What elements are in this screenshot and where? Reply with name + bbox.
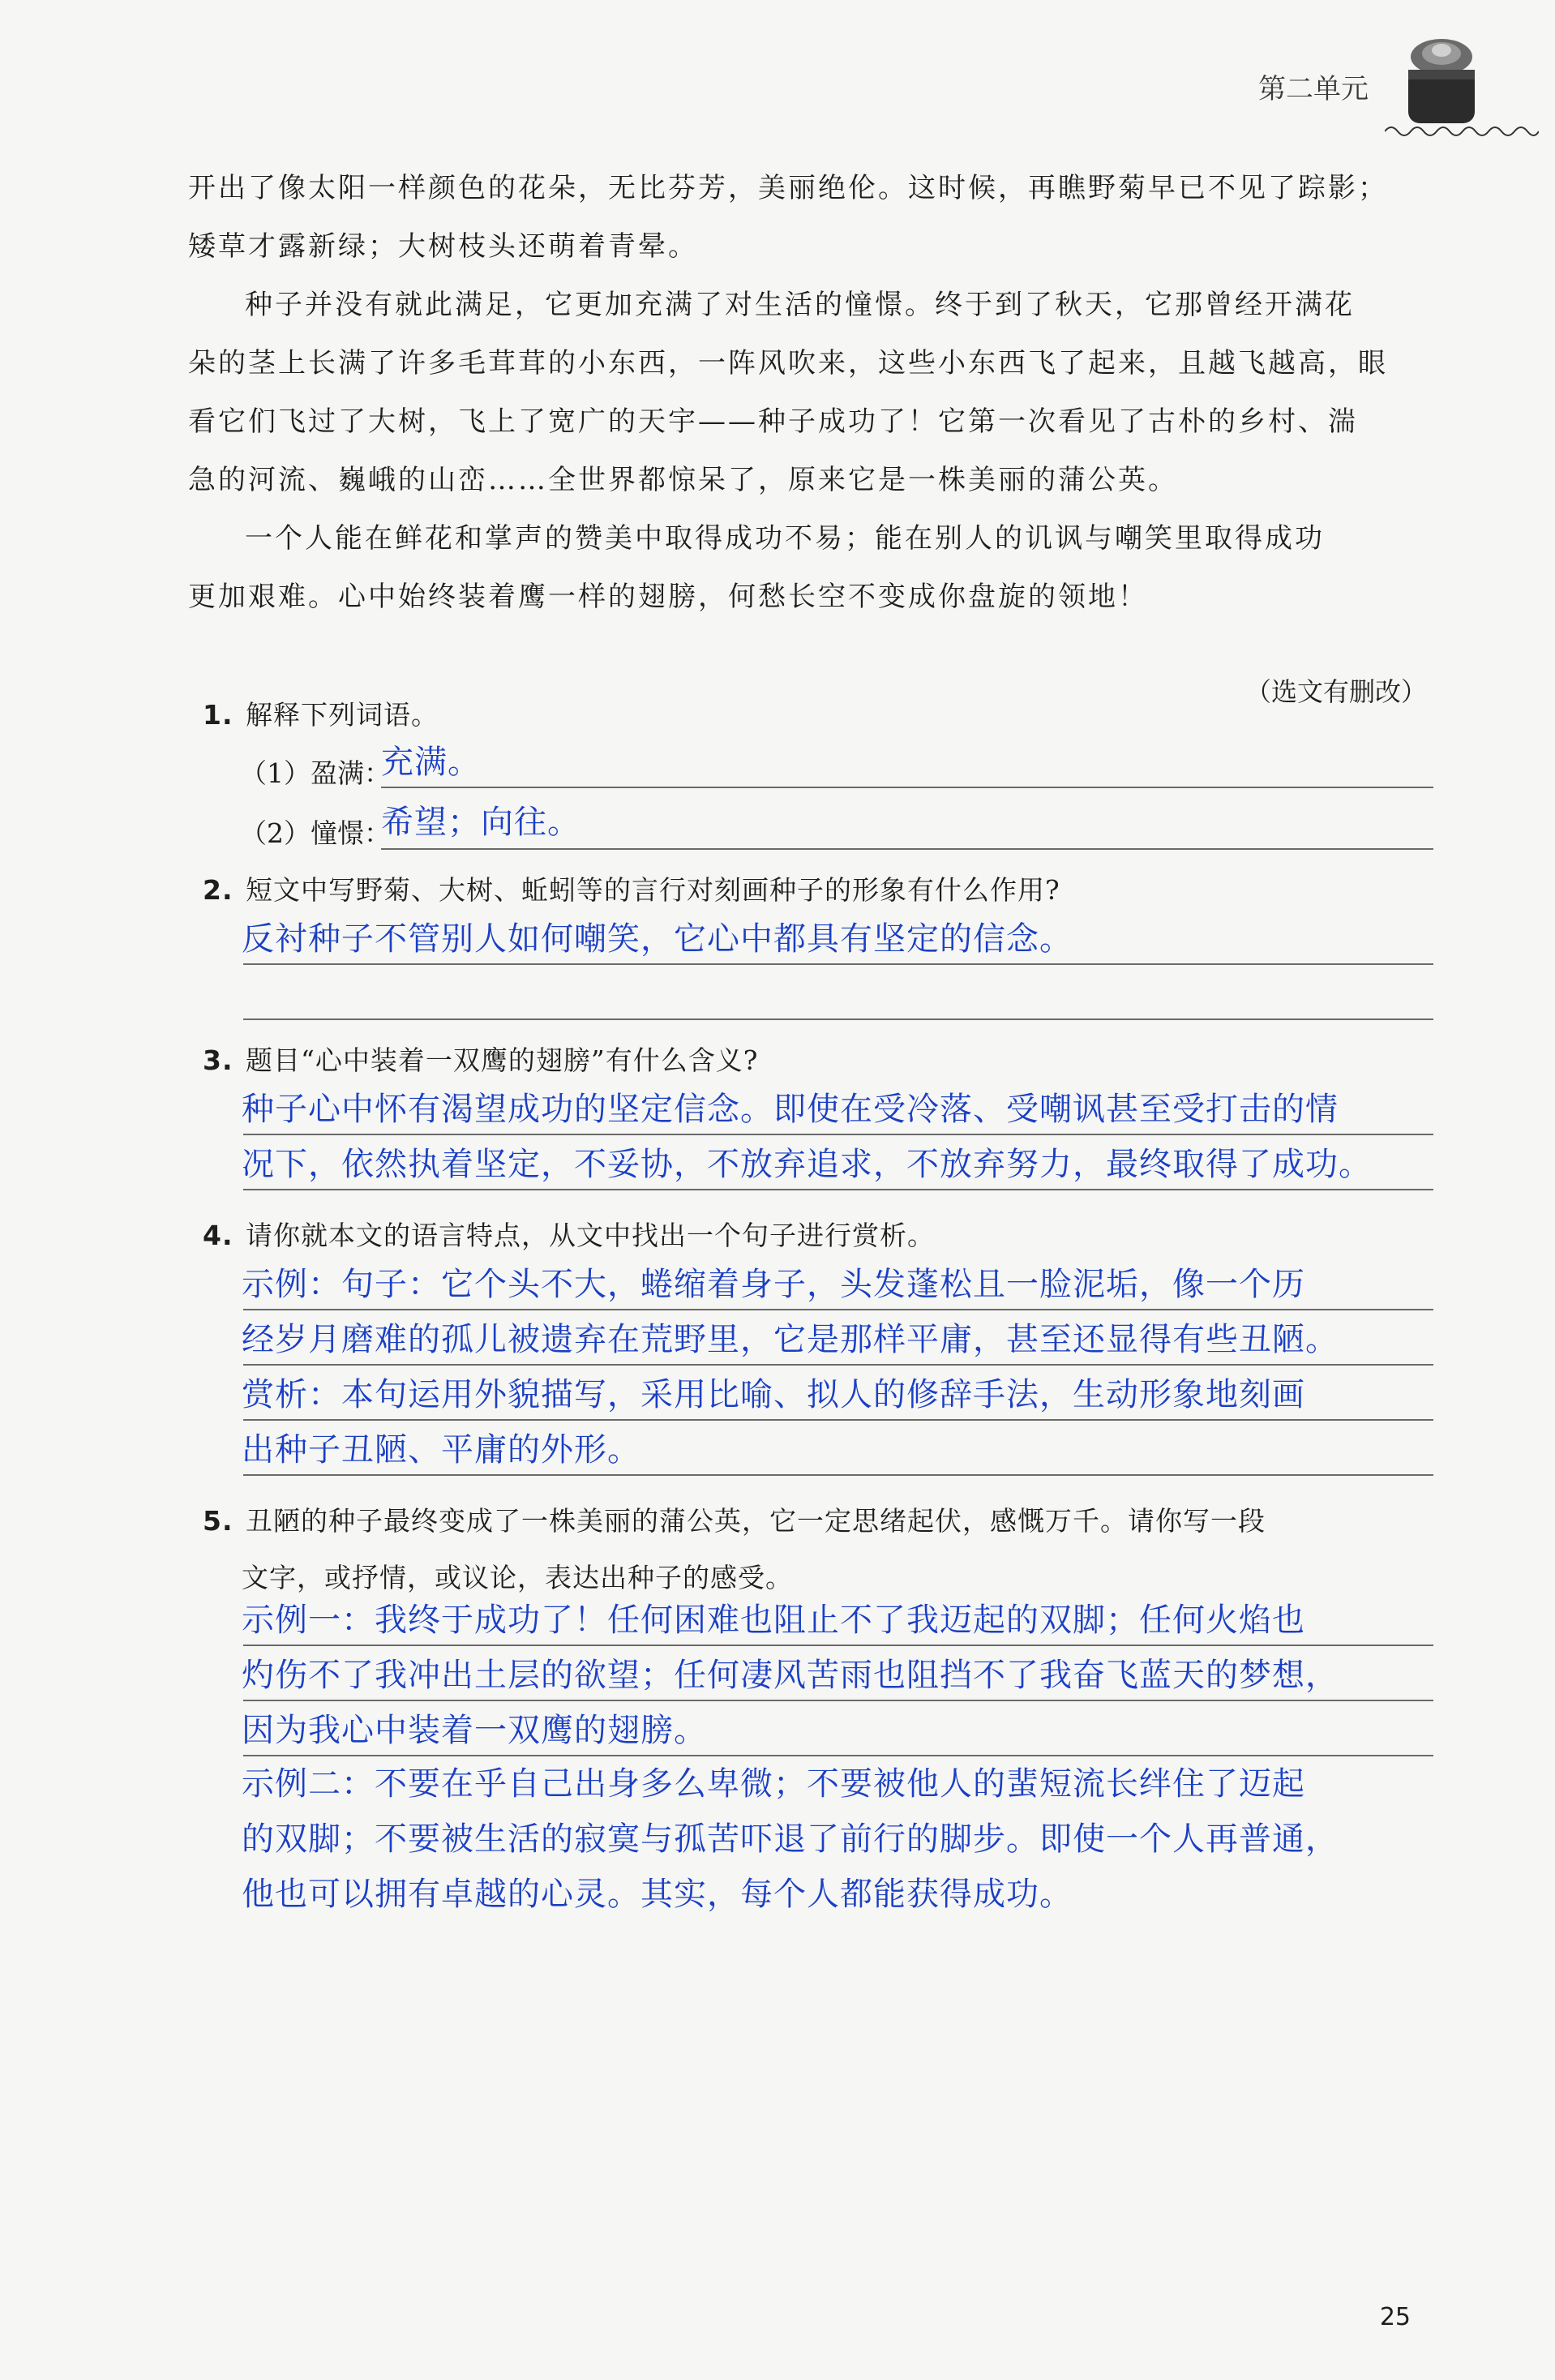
passage-line: 更加艰难。心中始终装着鹰一样的翅膀，何愁长空不变成你盘旋的领地！ [188,581,1148,613]
q4-answer-line: 赏析：本句运用外貌描写，采用比喻、拟人的修辞手法，生动形象地刻画 [242,1376,1305,1413]
answer-line [243,1189,1433,1190]
q4-answer-line: 示例：句子：它个头不大，蜷缩着身子，头发蓬松且一脸泥垢，像一个历 [242,1266,1305,1303]
question-5-continued: 文字，或抒情，或议论，表达出种子的感受。 [242,1562,793,1593]
page-number: 25 [1379,2303,1411,2331]
q5-answer-line: 他也可以拥有卓越的心灵。其实，每个人都能获得成功。 [242,1876,1073,1913]
q5-answer-line: 示例一：我终于成功了！任何困难也阻止不了我迈起的双脚；任何火焰也 [242,1602,1305,1639]
question-1 [203,694,1427,732]
question-number: 1. [203,699,233,731]
answer-line [243,1018,1433,1020]
question-text: 请你就本文的语言特点，从文中找出一个句子进行赏析。 [246,1220,935,1251]
answer-line [243,1645,1433,1646]
answer-line [243,1755,1433,1756]
question-4 [203,1215,1427,1253]
q3-answer-line: 况下，依然执着坚定，不妥协，不放弃追求，不放弃努力，最终取得了成功。 [242,1146,1372,1183]
passage-line: 矮草才露新绿；大树枝头还萌着青晕。 [188,230,698,263]
q4-answer-line: 出种子丑陋、平庸的外形。 [242,1431,640,1469]
q4-answer-line: 经岁月磨难的孤儿被遗弃在荒野里，它是那样平庸，甚至还显得有些丑陋。 [242,1321,1339,1358]
passage-line: 开出了像太阳一样颜色的花朵，无比芬芳，美丽绝伦。这时候，再瞧野菊早已不见了踪影； [188,172,1388,204]
passage-line: 一个人能在鲜花和掌声的赞美中取得成功不易；能在别人的讥讽与嘲笑里取得成功 [245,522,1325,555]
passage-line: 看它们飞过了大树，飞上了宽广的天宇——种子成功了！它第一次看见了古朴的乡村、湍 [188,405,1358,438]
question-text: 丑陋的种子最终变成了一株美丽的蒲公英，它一定思绪起伏，感慨万千。请你写一段 [246,1505,1266,1537]
answer-line [243,1134,1433,1135]
question-number: 3. [203,1044,233,1076]
question-number: 2. [203,874,233,906]
q2-answer-line: 反衬种子不管别人如何嘲笑，它心中都具有坚定的信念。 [242,920,1073,958]
answer-line [243,1474,1433,1476]
question-3 [203,1040,1427,1078]
q5-answer-line: 的双脚；不要被生活的寂寞与孤苦吓退了前行的脚步。即使一个人再普通， [242,1820,1339,1858]
source-note: （选文有删改） [1244,676,1427,707]
answer-line [243,963,1433,965]
answer-line [243,1309,1433,1310]
q5-answer-line: 灼伤不了我冲出土层的欲望；任何凄风苦雨也阻挡不了我奋飞蓝天的梦想， [242,1657,1339,1694]
question-5 [203,1500,1427,1538]
question-2 [203,869,1427,907]
question-number: 5. [203,1505,233,1537]
passage-line: 种子并没有就此满足，它更加充满了对生活的憧憬。终于到了秋天，它那曾经开满花 [245,289,1355,321]
answer-line [243,1700,1433,1701]
q5-answer-line: 因为我心中装着一双鹰的翅膀。 [242,1712,707,1749]
question-text: 解释下列词语。 [246,699,439,731]
answer-line [381,848,1433,850]
q1-item2-label: （2）憧憬： [240,817,391,849]
question-text: 题目“心中装着一双鹰的翅膀”有什么含义? [246,1044,759,1076]
q1-item1-label: （1）盈满： [240,757,391,789]
answer-line [381,787,1433,788]
unit-title: 第二单元 [1258,73,1369,105]
question-number: 4. [203,1220,233,1251]
answer-line [243,1419,1433,1421]
q1-item1-answer: 充满。 [381,744,481,781]
q3-answer-line: 种子心中怀有渴望成功的坚定信念。即使在受冷落、受嘲讽甚至受打击的情 [242,1091,1339,1128]
q1-item2-answer: 希望；向往。 [381,804,580,841]
answer-line [243,1364,1433,1366]
passage-line: 急的河流、巍峨的山峦……全世界都惊呆了，原来它是一株美丽的蒲公英。 [188,464,1178,496]
passage [188,159,1429,626]
passage-line: 朵的茎上长满了许多毛茸茸的小东西，一阵风吹来，这些小东西飞了起来，且越飞越高，眼 [188,347,1388,380]
question-text: 短文中写野菊、大树、蚯蚓等的言行对刻画种子的形象有什么作用? [246,874,1060,906]
succulent-pot-icon [1397,32,1486,130]
wave-divider [1385,122,1539,141]
q5-answer-line: 示例二：不要在乎自己出身多么卑微；不要被他人的蜚短流长绊住了迈起 [242,1765,1305,1803]
